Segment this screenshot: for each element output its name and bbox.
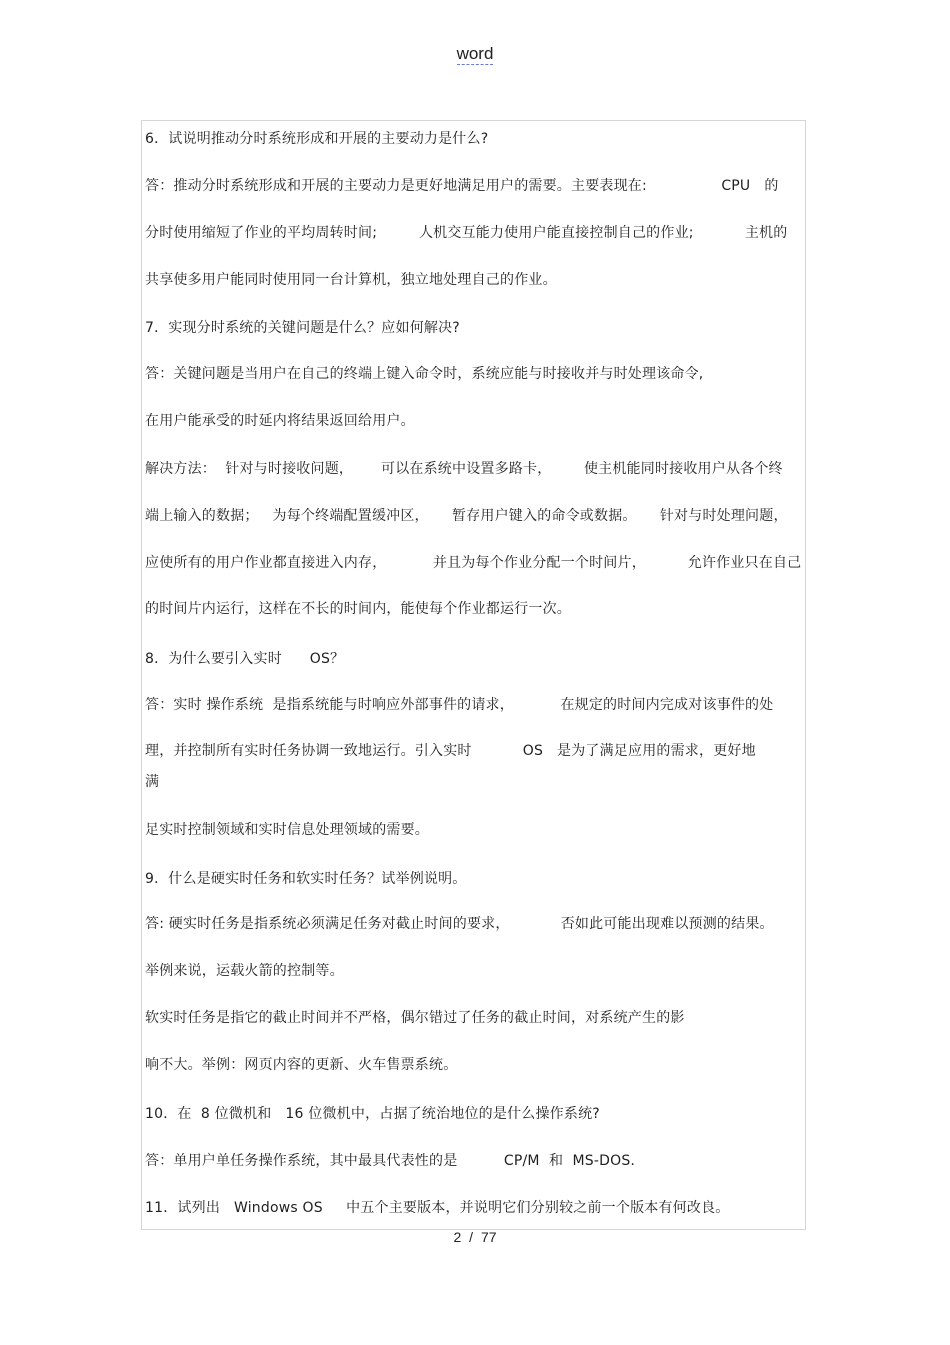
question-10: 10．在 8 位微机和 16 位微机中，占据了统治地位的是什么操作系统? bbox=[145, 1106, 600, 1122]
question-11: 11．试列出 Windows OS 中五个主要版本，并说明它们分别较之前一个版本有何改良。 bbox=[145, 1200, 730, 1216]
question-7: 7．实现分时系统的关键问题是什么？应如何解决? bbox=[145, 320, 460, 336]
answer-7-line-2: 在用户能承受的时延内将结果返回给用户。 bbox=[145, 413, 415, 429]
answer-7-line-4: 端上输入的数据； 为每个终端配置缓冲区， 暂存用户键入的命令或数据。 针对与时处理问题， bbox=[145, 508, 788, 524]
question-6: 6．试说明推动分时系统形成和开展的主要动力是什么? bbox=[145, 131, 489, 147]
answer-7-line-5: 应使所有的用户作业都直接进入内存， 并且为每个作业分配一个时间片， 允许作业只在自己 bbox=[145, 555, 802, 571]
page-number: 2 / 77 bbox=[453, 1229, 497, 1245]
answer-9-line-4: 响不大。举例：网页内容的更新、火车售票系统。 bbox=[145, 1057, 458, 1073]
header-title: word bbox=[456, 44, 494, 63]
question-8: 8．为什么要引入实时 OS？ bbox=[145, 651, 345, 667]
answer-8-line-2: 理，并控制所有实时任务协调一致地运行。引入实时 OS 是为了满足应用的需求，更好地 bbox=[145, 743, 756, 759]
answer-7-line-6: 的时间片内运行，这样在不长的时间内，能使每个作业都运行一次。 bbox=[145, 601, 571, 617]
answer-9-line-1: 答: 硬实时任务是指系统必须满足任务对截止时间的要求， 否如此可能出现难以预测的结果。 bbox=[145, 916, 774, 932]
answer-7-line-3: 解决方法： 针对与时接收问题， 可以在系统中设置多路卡， 使主机能同时接收用户从各个终 bbox=[145, 461, 783, 477]
answer-8-line-1: 答：实时 操作系统 是指系统能与时响应外部事件的请求， 在规定的时间内完成对该事件的处 bbox=[145, 697, 774, 713]
answer-6-line-2: 分时使用缩短了作业的平均周转时间; 人机交互能力使用户能直接控制自己的作业; 主机的 bbox=[145, 225, 788, 241]
answer-6-line-1: 答：推动分时系统形成和开展的主要动力是更好地满足用户的需要。主要表现在: CPU 的 bbox=[145, 178, 779, 194]
answer-9-line-3: 软实时任务是指它的截止时间并不严格，偶尔错过了任务的截止时间，对系统产生的影 bbox=[145, 1010, 685, 1026]
question-9: 9．什么是硬实时任务和软实时任务？试举例说明。 bbox=[145, 871, 467, 887]
answer-6-line-3: 共享使多用户能同时使用同一台计算机，独立地处理自己的作业。 bbox=[145, 272, 557, 288]
answer-9-line-2: 举例来说，运载火箭的控制等。 bbox=[145, 963, 344, 979]
answer-7-line-1: 答：关键问题是当用户在自己的终端上键入命令时，系统应能与时接收并与时处理该命令, bbox=[145, 366, 704, 382]
document-header bbox=[0, 44, 950, 64]
answer-10: 答：单用户单任务操作系统，其中最具代表性的是 CP/M 和 MS-DOS. bbox=[145, 1153, 636, 1169]
answer-8-line-3: 满 bbox=[145, 774, 160, 790]
answer-8-line-4: 足实时控制领域和实时信息处理领域的需要。 bbox=[145, 822, 429, 838]
